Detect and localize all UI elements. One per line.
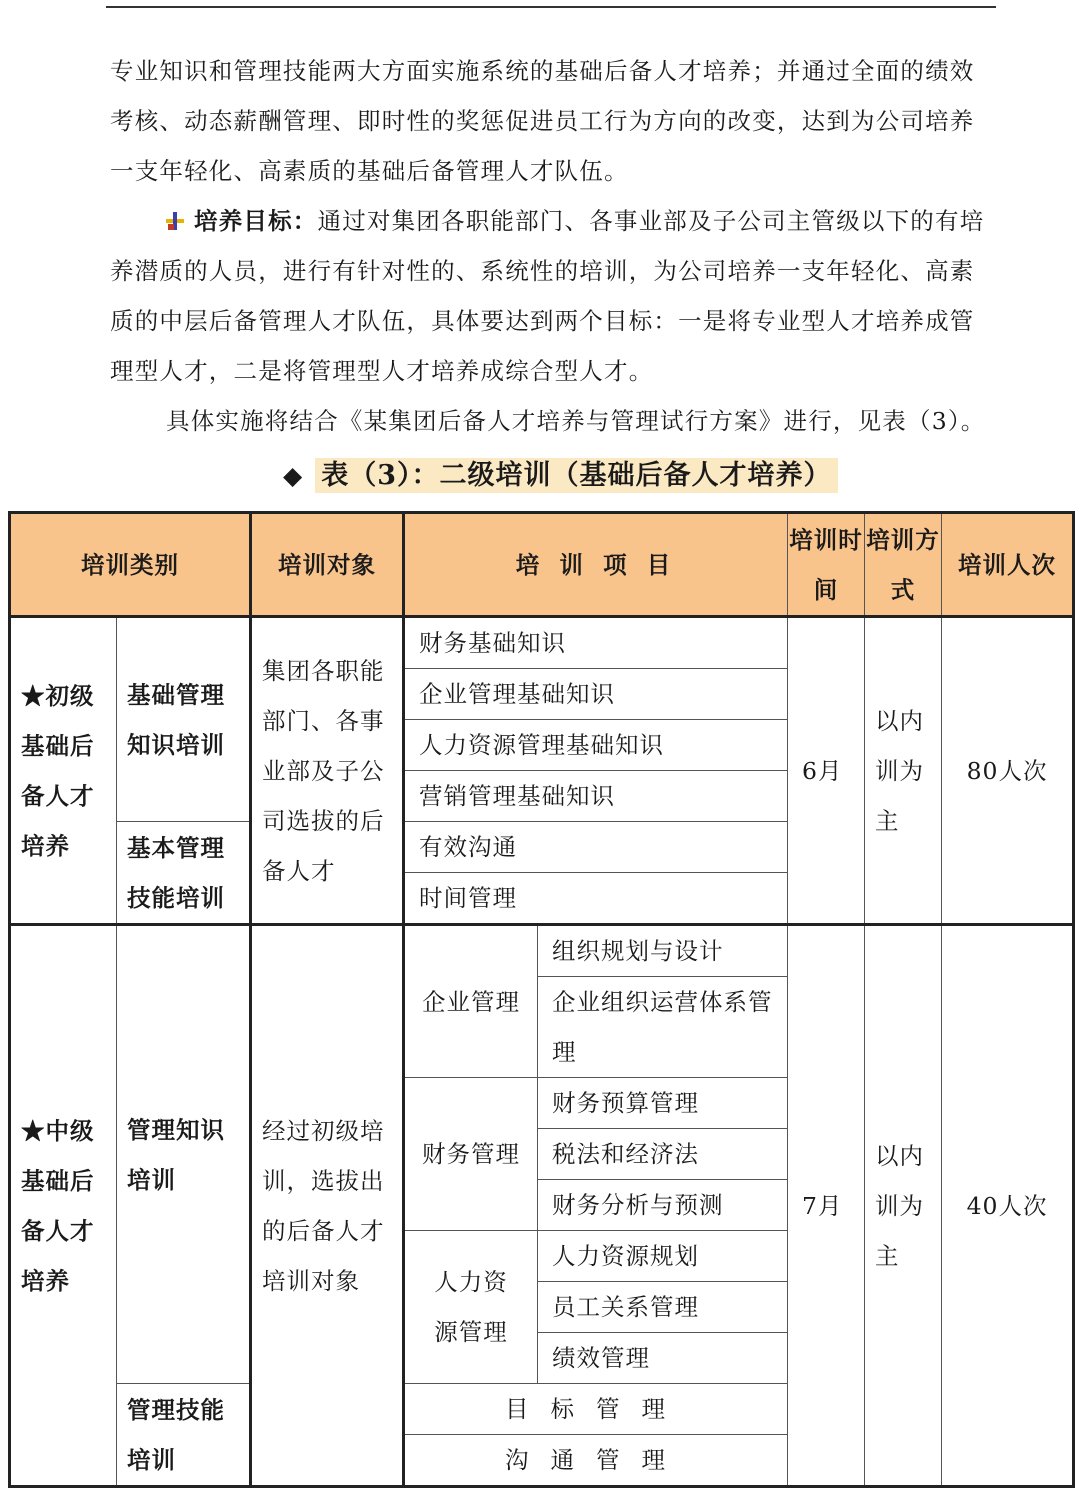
colored-cross-bullet-icon	[166, 212, 186, 230]
table-row	[10, 617, 1074, 669]
training-table	[8, 511, 1075, 1488]
primary-item-2: 企业管理基础知识	[404, 669, 788, 720]
finance-item-3: 财务分析与预测	[538, 1180, 788, 1231]
group-finance-management: 财务管理	[404, 1078, 538, 1231]
group-hr-management: 人力资源管理	[404, 1231, 538, 1384]
primary-method-cell: 以内训为主	[865, 617, 942, 925]
intermediate-module-skills: 管理技能培训	[117, 1384, 251, 1487]
skill-item-2: 沟通管理	[404, 1435, 788, 1487]
table-header-row	[10, 513, 1074, 617]
primary-time-cell: 6月	[788, 617, 865, 925]
primary-level-cell: ★初级基础后备人才培养	[10, 617, 117, 925]
header-category: 培训类别	[10, 513, 251, 617]
primary-module-knowledge: 基础管理知识培训	[117, 617, 251, 822]
skill-item-1: 目标管理	[404, 1384, 788, 1435]
finance-item-1: 财务预算管理	[538, 1078, 788, 1129]
enterprise-item-2: 企业组织运营体系管理	[538, 977, 788, 1078]
primary-count-cell: 80人次	[942, 617, 1074, 925]
primary-item-1: 财务基础知识	[404, 617, 788, 669]
header-target: 培训对象	[251, 513, 404, 617]
header-rule	[106, 6, 996, 8]
header-time: 培训时间	[788, 513, 865, 617]
intermediate-time-cell: 7月	[788, 925, 865, 1487]
hr-item-3: 绩效管理	[538, 1333, 788, 1384]
enterprise-item-1: 组织规划与设计	[538, 925, 788, 977]
hr-item-1: 人力资源规划	[538, 1231, 788, 1282]
primary-target-cell: 集团各职能部门、各事业部及子公司选拔的后备人才	[251, 617, 404, 925]
goal-label: 培养目标：	[194, 207, 318, 235]
group-enterprise-management: 企业管理	[404, 925, 538, 1078]
primary-item-4: 营销管理基础知识	[404, 771, 788, 822]
primary-item-6: 时间管理	[404, 873, 788, 925]
table-title	[283, 456, 838, 496]
intermediate-count-cell: 40人次	[942, 925, 1074, 1487]
table-row	[10, 925, 1074, 977]
primary-item-5: 有效沟通	[404, 822, 788, 873]
finance-item-2: 税法和经济法	[538, 1129, 788, 1180]
header-items: 培 训 项 目	[404, 513, 788, 617]
header-method: 培训方式	[865, 513, 942, 617]
table-title-text: 表（3）：二级培训（基础后备人才培养）	[315, 458, 837, 493]
body-paragraph-1: 专业知识和管理技能两大方面实施系统的基础后备人才培养；并通过全面的绩效考核、动态薪酬管理、即时性的奖惩促进员工行为方向的改变，达到为公司培养一支年轻化、高素质的基础后备管理人才队伍。	[110, 57, 975, 185]
intermediate-module-knowledge: 管理知识培训	[117, 925, 251, 1384]
training-goal-paragraph	[110, 196, 994, 396]
body-paragraph-3: 具体实施将结合《某集团后备人才培养与管理试行方案》进行，见表（3）。	[166, 407, 986, 435]
hr-item-2: 员工关系管理	[538, 1282, 788, 1333]
diamond-bullet-icon: ◆	[283, 461, 304, 490]
intermediate-target-cell: 经过初级培训，选拔出的后备人才培训对象	[251, 925, 404, 1487]
goal-text: 通过对集团各职能部门、各事业部及子公司主管级以下的有培养潜质的人员，进行有针对性的、系统性的培训，为公司培养一支年轻化、高素质的中层后备管理人才队伍，具体要达到两个目标：一是将专业型人才培养成管理型人才，二是将管理型人才培养成综合型人才。	[110, 207, 985, 385]
primary-module-skills: 基本管理技能培训	[117, 822, 251, 925]
primary-item-3: 人力资源管理基础知识	[404, 720, 788, 771]
intermediate-method-cell: 以内训为主	[865, 925, 942, 1487]
intermediate-level-cell: ★中级基础后备人才培养	[10, 925, 117, 1487]
header-count: 培训人次	[942, 513, 1074, 617]
